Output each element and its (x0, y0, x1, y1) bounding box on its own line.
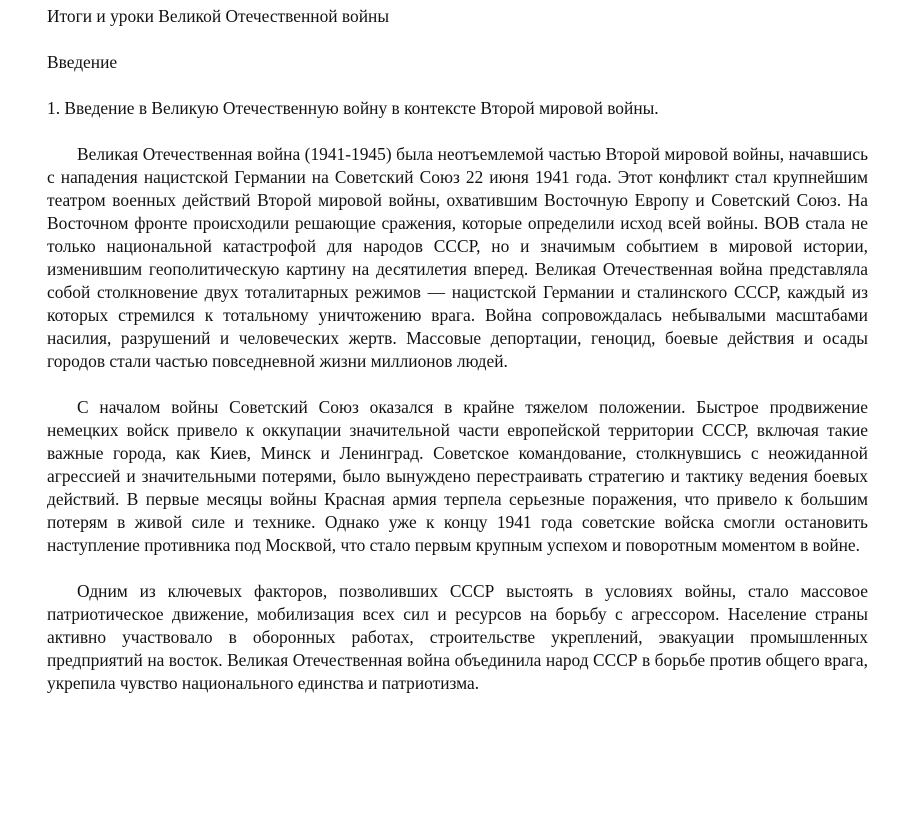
paragraph-2: С началом войны Советский Союз оказался в крайне тяжелом положении. Быстрое продвижение немецких войск привело к оккупации значительной части европейской территории СССР, включая такие важные города, как Киев, Минск и Ленинград. Советское командование, столкнувшись с неожиданной агрессией и значительными потерями, было вынуждено перестраивать стратегию и тактику ведения боевых действий. В первые месяцы войны Красная армия терпела серьезные поражения, что привело к большим потерям в живой силе и технике. Однако уже к концу 1941 года советские войска смогли остановить наступление противника под Москвой, что стало первым крупным успехом и поворотным моментом в войне. (47, 397, 868, 555)
subsection-heading: 1. Введение в Великую Отечественную войну в контексте Второй мировой войны. (47, 98, 659, 118)
blank-line (47, 557, 868, 580)
paragraph-1: Великая Отечественная война (1941-1945) была неотъемлемой частью Второй мировой войны, начавшись с нападения нацистской Германии на Советский Союз 22 июня 1941 года. Этот конфликт стал крупнейшим театром военных действий Второй мировой войны, охватившим Восточную Европу и Советский Союз. На Восточном фронте происходили решающие сражения, которые определили исход всей войны. ВОВ стала не только национальной катастрофой для народов СССР, но и значимым событием в мировой истории, изменившим геополитическую картину на десятилетия вперед. Великая Отечественная война представляла собой столкновение двух тоталитарных режимов — нацистской Германии и сталинского СССР, каждый из которых стремился к тотальному уничтожению врага. Война сопровождалась небывалыми масштабами насилия, разрушений и человеческих жертв. Массовые депортации, геноцид, боевые действия и осады городов стали частью повседневной жизни миллионов людей. (47, 144, 868, 371)
section-heading: Введение (47, 52, 118, 72)
document-page (47, 5, 868, 695)
blank-line (47, 120, 868, 143)
blank-line (47, 74, 868, 97)
blank-line (47, 373, 868, 396)
blank-line (47, 28, 868, 51)
paragraph-3: Одним из ключевых факторов, позволивших СССР выстоять в условиях войны, стало массовое патриотическое движение, мобилизация всех сил и ресурсов на борьбу с агрессором. Население страны активно участвовало в оборонных работах, строительстве укреплений, эвакуации промышленных предприятий на восток. Великая Отечественная война объединила народ СССР в борьбе против общего врага, укрепила чувство национального единства и патриотизма. (47, 581, 868, 693)
document-title: Итоги и уроки Великой Отечественной войны (47, 6, 390, 26)
